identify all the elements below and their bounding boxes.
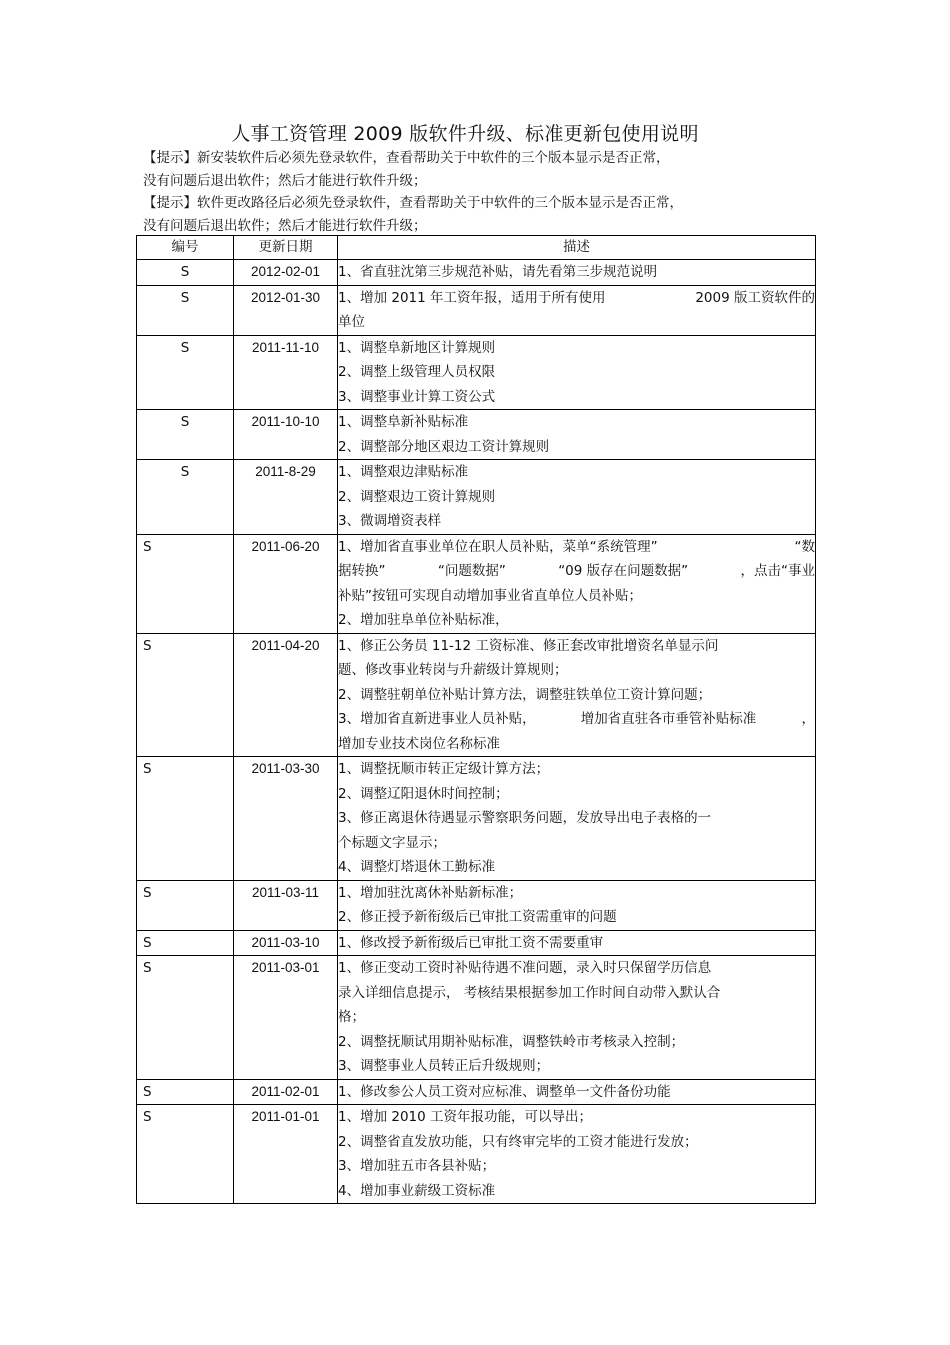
description-line: 1、修改授予新衔级后已审批工资不需要重审: [338, 934, 604, 951]
description-line: 2、调整艰边工资计算规则: [338, 488, 496, 505]
description-line: 2、调整省直发放功能，只有终审完毕的工资才能进行发放；: [338, 1133, 698, 1150]
table-row: [137, 534, 816, 633]
row-date: 2011-8-29: [234, 460, 338, 535]
table-row: [137, 1105, 816, 1204]
row-code: S: [137, 335, 234, 410]
row-date: 2011-03-01: [234, 956, 338, 1080]
description-line: 3、微调增资表样: [338, 513, 442, 529]
row-description: [338, 880, 816, 930]
description-segment: ，: [801, 711, 815, 727]
description-line: 1、修正变动工资时补贴待遇不准问题，录入时只保留学历信息: [338, 960, 712, 976]
description-line: 3、调整事业计算工资公式: [338, 388, 496, 405]
description-line: 1、调整阜新补贴标准: [338, 414, 469, 430]
row-date: 2011-03-30: [234, 757, 338, 881]
notes-block: [143, 147, 823, 237]
row-code: S: [137, 460, 234, 535]
description-segment: “09 版存在问题数据”: [558, 563, 689, 579]
description-line: [338, 286, 815, 311]
description-line: 1、修正公务员 11-12 工资标准、修正套改审批增资名单显示问: [338, 637, 719, 654]
row-description: [338, 335, 816, 410]
row-description: [338, 260, 816, 286]
description-line: [338, 535, 815, 560]
row-description: [338, 1105, 816, 1204]
description-segment: “数: [794, 538, 815, 555]
row-code: S: [137, 1105, 234, 1204]
row-date: 2011-06-20: [234, 534, 338, 633]
row-date: 2012-02-01: [234, 260, 338, 286]
description-line: 补贴”按钮可实现自动增加事业省直单位人员补贴；: [338, 587, 642, 604]
row-description: [338, 534, 816, 633]
row-description: [338, 757, 816, 881]
description-line: 2、调整部分地区艰边工资计算规则: [338, 438, 550, 455]
description-line: 3、修正离退休待遇显示警察职务问题，发放导出电子表格的一: [338, 810, 712, 826]
row-date: 2011-04-20: [234, 633, 338, 757]
description-line: 1、调整阜新地区计算规则: [338, 339, 496, 356]
description-line: 单位: [338, 314, 365, 330]
description-line: [338, 707, 815, 732]
table-header-row: [137, 236, 816, 260]
description-segment: “问题数据”: [437, 563, 506, 579]
row-date: 2011-03-11: [234, 880, 338, 930]
description-segment: 增加省直驻各市垂管补贴标准: [580, 711, 757, 727]
row-date: 2011-02-01: [234, 1079, 338, 1105]
description-line: 2、调整驻朝单位补贴计算方法，调整驻铁单位工资计算问题；: [338, 686, 712, 703]
description-segment: ，点击“事业: [740, 563, 815, 579]
description-line: 1、调整艰边津贴标准: [338, 464, 469, 480]
table-row: [137, 410, 816, 460]
row-code: S: [137, 534, 234, 633]
description-segment: 1、增加 2011 年工资年报，适用于所有使用: [338, 289, 606, 306]
description-segment: 据转换”: [338, 563, 386, 579]
description-line: 录入详细信息提示， 考核结果根据参加工作时间自动带入默认合: [338, 984, 721, 1001]
table-row: [137, 335, 816, 410]
update-log-table: [136, 235, 816, 1204]
row-code: S: [137, 633, 234, 757]
description-line: 1、增加 2010 工资年报功能，可以导出；: [338, 1109, 593, 1125]
note-line: 【提示】新安装软件后必须先登录软件，查看帮助关于中软件的三个版本显示是否正常，: [143, 150, 670, 166]
description-line: 1、增加驻沈离休补贴新标准；: [338, 884, 523, 901]
description-line: 个标题文字显示；: [338, 834, 446, 851]
description-line: 1、修改参公人员工资对应标准、调整单一文件备份功能: [338, 1083, 671, 1100]
row-description: [338, 410, 816, 460]
table-row: [137, 880, 816, 930]
table-row: [137, 956, 816, 1080]
table-body: [137, 260, 816, 1204]
header-description: 描述: [338, 236, 816, 260]
row-code: S: [137, 757, 234, 881]
row-code: S: [137, 260, 234, 286]
table-row: [137, 460, 816, 535]
row-code: S: [137, 956, 234, 1080]
row-description: [338, 1079, 816, 1105]
row-code: S: [137, 880, 234, 930]
description-line: 2、增加驻阜单位补贴标准，: [338, 612, 509, 628]
row-description: [338, 930, 816, 956]
header-date: 更新日期: [234, 236, 338, 260]
description-segment: 1、增加省直事业单位在职人员补贴，菜单“系统管理”: [338, 538, 658, 555]
table-row: [137, 633, 816, 757]
row-description: [338, 956, 816, 1080]
row-date: 2012-01-30: [234, 285, 338, 335]
description-line: 2、调整辽阳退休时间控制；: [338, 785, 509, 802]
row-date: 2011-11-10: [234, 335, 338, 410]
note-line: 【提示】软件更改路径后必须先登录软件，查看帮助关于中软件的三个版本显示是否正常，: [143, 195, 683, 211]
table-row: [137, 757, 816, 881]
description-line: 4、增加事业薪级工资标准: [338, 1182, 496, 1199]
row-code: S: [137, 410, 234, 460]
description-line: 1、省直驻沈第三步规范补贴，请先看第三步规范说明: [338, 264, 658, 280]
row-code: S: [137, 930, 234, 956]
row-date: 2011-10-10: [234, 410, 338, 460]
row-date: 2011-01-01: [234, 1105, 338, 1204]
description-line: 2、修正授予新衔级后已审批工资需重审的问题: [338, 909, 617, 925]
description-line: 4、调整灯塔退休工勤标准: [338, 859, 496, 875]
row-code: S: [137, 1079, 234, 1105]
description-line: 增加专业技术岗位名称标准: [338, 735, 500, 752]
description-line: 2、调整上级管理人员权限: [338, 364, 496, 380]
note-line: 没有问题后退出软件；然后才能进行软件升级；: [143, 217, 427, 234]
row-description: [338, 633, 816, 757]
document-title: 人事工资管理 2009 版软件升级、标准更新包使用说明: [231, 123, 699, 145]
description-line: 格；: [338, 1009, 365, 1025]
description-line: 3、增加驻五市各县补贴；: [338, 1158, 496, 1174]
table-row: [137, 285, 816, 335]
row-description: [338, 285, 816, 335]
description-line: 3、调整事业人员转正后升级规则；: [338, 1058, 550, 1074]
header-code: 编号: [137, 236, 234, 260]
table-row: [137, 930, 816, 956]
row-description: [338, 460, 816, 535]
table-row: [137, 260, 816, 286]
description-line: 1、调整抚顺市转正定级计算方法；: [338, 761, 550, 777]
note-line: 没有问题后退出软件；然后才能进行软件升级；: [143, 172, 427, 189]
row-date: 2011-03-10: [234, 930, 338, 956]
table-row: [137, 1079, 816, 1105]
row-code: S: [137, 285, 234, 335]
description-line: 题、修改事业转岗与升薪级计算规则；: [338, 662, 568, 678]
description-segment: 3、增加省直新进事业人员补贴，: [338, 711, 536, 727]
description-line: [338, 559, 815, 584]
description-line: 2、调整抚顺试用期补贴标准，调整铁岭市考核录入控制；: [338, 1033, 685, 1050]
description-segment: 2009 版工资软件的: [695, 289, 815, 306]
